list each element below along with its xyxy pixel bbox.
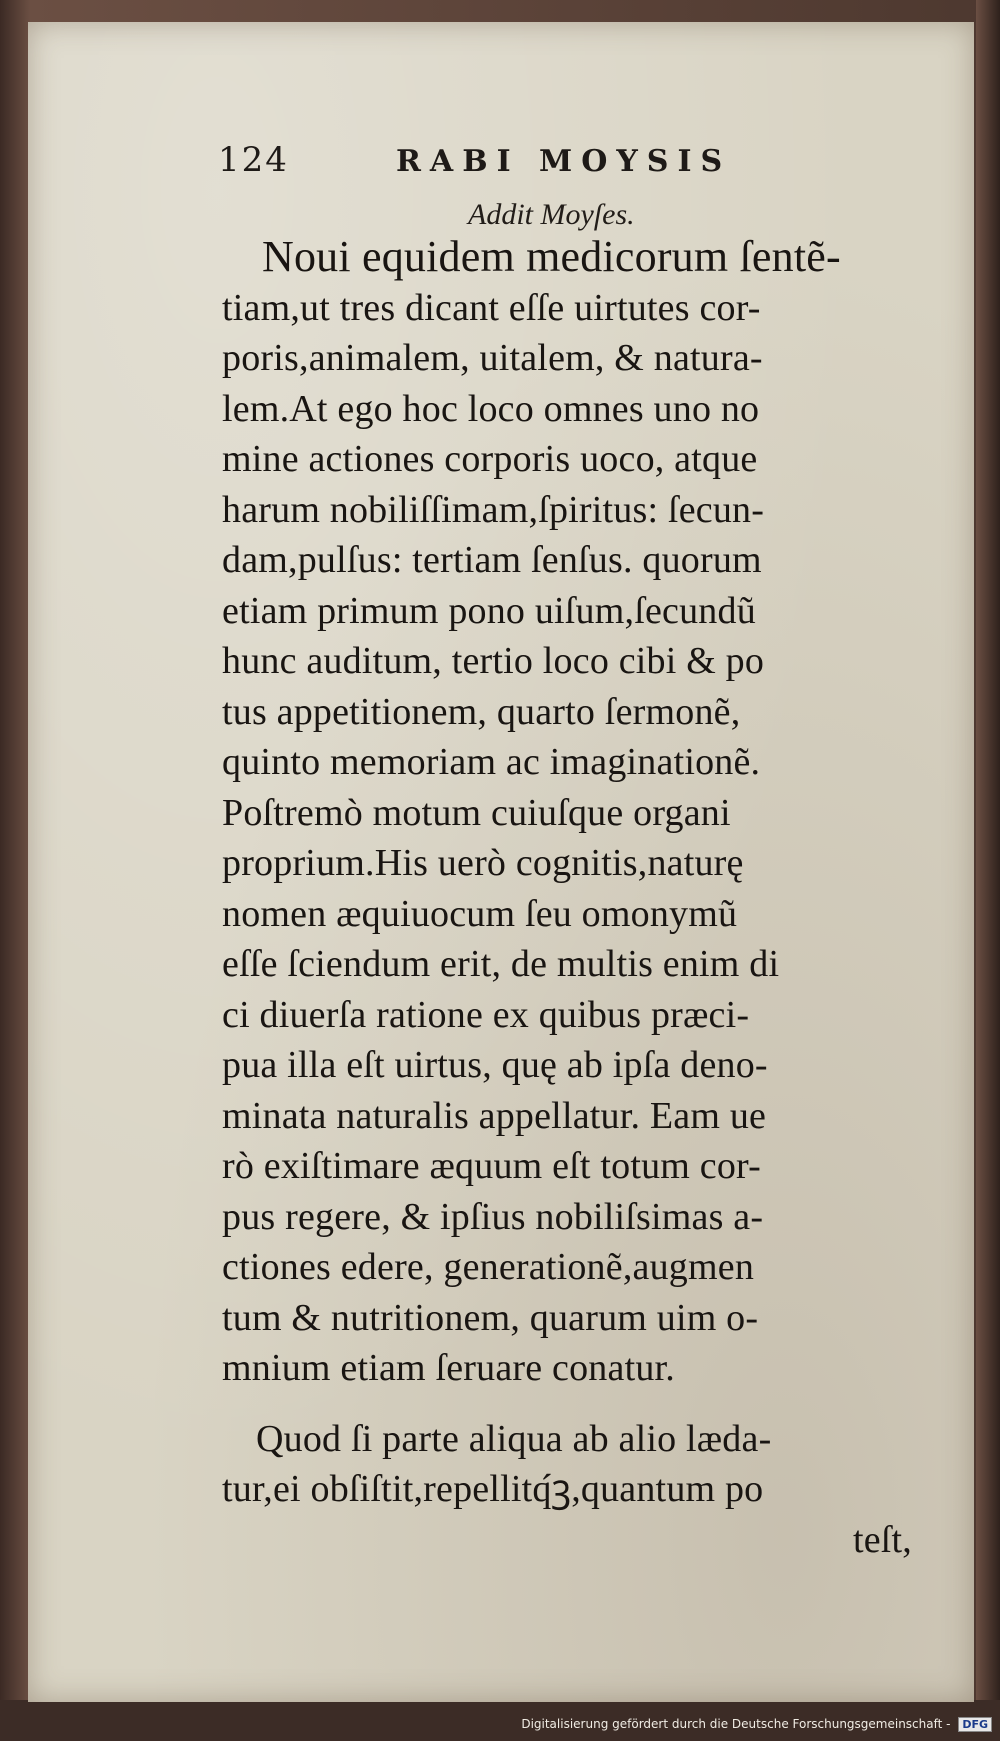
digitization-credit	[521, 1717, 992, 1732]
book-edge-right	[976, 0, 1000, 1741]
catchword: teſt,	[852, 1518, 912, 1561]
text-line: Noui equidem medicorum ſentẽ-	[262, 232, 841, 281]
text-line: mine actiones corporis uoco, atque	[222, 438, 758, 480]
text-line: rò exiſtimare æquum eſt totum cor-	[222, 1145, 761, 1187]
text-line: hunc auditum, tertio loco cibi & po	[222, 640, 765, 682]
text-line: tur,ei obſiſtit,repellitq́ꝫ,quantum po	[222, 1468, 764, 1510]
text-line: pua illa eſt uirtus, quę ab ipſa deno-	[222, 1044, 768, 1086]
text-line: Poſtremò motum cuiuſque organi	[222, 791, 731, 834]
text-line: poris,animalem, uitalem, & natura-	[222, 337, 763, 379]
page-header	[218, 140, 778, 190]
text-line: dam,pulſus: tertiam ſenſus. quorum	[222, 539, 762, 581]
text-line: pus regere, & ipſius nobiliſsimas a-	[222, 1195, 764, 1238]
text-line: lem.At ego hoc loco omnes uno no	[222, 387, 760, 430]
text-line: eſſe ſciendum erit, de multis enim di	[222, 943, 780, 985]
text-line: mnium etiam ſeruare conatur.	[222, 1347, 675, 1389]
text-line: minata naturalis appellatur. Eam ue	[222, 1094, 767, 1137]
text-line: tus appetitionem, quarto ſermonẽ,	[222, 690, 741, 733]
page-number: 124	[218, 140, 289, 180]
text-line: etiam primum pono uiſum,ſecundũ	[222, 589, 756, 632]
text-line: ctiones edere, generationẽ,augmen	[222, 1246, 755, 1288]
text-line: tum & nutritionem, quarum uim o-	[222, 1296, 759, 1339]
text-line: nomen æquiuocum ſeu omonymũ	[222, 892, 738, 935]
text-line: proprium.His uerò cognitis,naturę	[222, 842, 744, 884]
dfg-logo: DFG	[958, 1717, 992, 1732]
text-line: ci diuerſa ratione ex quibus præci-	[222, 993, 750, 1036]
text-line: Quod ſi parte aliqua ab alio læda-	[256, 1417, 772, 1460]
text-line: harum nobiliſſimam,ſpiritus: ſecun-	[222, 488, 765, 531]
text-line: quinto memoriam ac imaginationẽ.	[222, 741, 761, 783]
body-text	[222, 232, 922, 1565]
text-line: tiam,ut tres dicant eſſe uirtutes cor-	[222, 286, 761, 329]
credit-text: Digitalisierung gefördert durch die Deutsche Forschungsgemeinschaft -	[521, 1717, 951, 1731]
section-subhead: Addit Moyſes.	[468, 198, 635, 231]
running-title: RABI MOYSIS	[396, 144, 732, 179]
